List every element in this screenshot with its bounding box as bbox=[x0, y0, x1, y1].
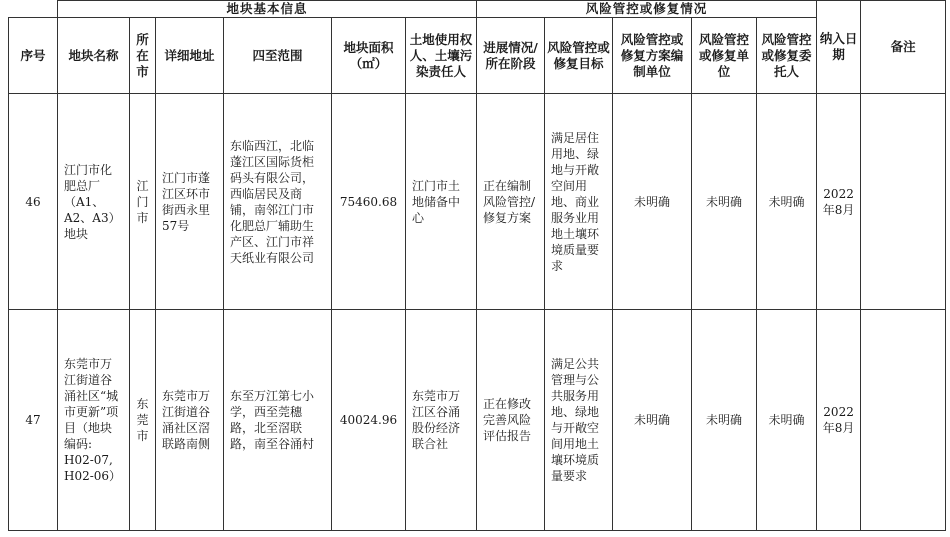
col-header-client: 风险管控或修复委托人 bbox=[757, 18, 817, 94]
cell-exec-unit: 未明确 bbox=[692, 94, 757, 310]
cell-plan-unit: 未明确 bbox=[613, 94, 692, 310]
cell-date: 2022年8月 bbox=[817, 310, 861, 531]
col-header-address: 详细地址 bbox=[156, 18, 224, 94]
cell-client: 未明确 bbox=[757, 310, 817, 531]
cell-exec-unit: 未明确 bbox=[692, 310, 757, 531]
col-header-area: 地块面积（㎡） bbox=[332, 18, 406, 94]
table-row bbox=[9, 94, 946, 310]
cell-remark bbox=[861, 94, 946, 310]
col-header-plan-unit: 风险管控或修复方案编制单位 bbox=[613, 18, 692, 94]
cell-area: 75460.68 bbox=[332, 94, 406, 310]
cell-area: 40024.96 bbox=[332, 310, 406, 531]
cell-target: 满足公共管理与公共服务用地、绿地与开敞空间用地土壤环境质量要求 bbox=[545, 310, 613, 531]
cell-seq: 47 bbox=[9, 310, 58, 531]
cell-remark bbox=[861, 310, 946, 531]
col-header-name: 地块名称 bbox=[58, 18, 130, 94]
col-header-seq: 序号 bbox=[9, 18, 58, 94]
cell-seq: 46 bbox=[9, 94, 58, 310]
col-header-date: 纳入日期 bbox=[817, 1, 861, 94]
cell-plan-unit: 未明确 bbox=[613, 310, 692, 531]
cell-target: 满足居住用地、绿地与开敞空间用地、商业服务业用地土壤环境质量要求 bbox=[545, 94, 613, 310]
cell-owner: 江门市土地储备中心 bbox=[406, 94, 477, 310]
cell-boundary: 东临西江，北临蓬江区国际货柜码头有限公司，西临居民及商铺，南邻江门市化肥总厂辅助生产区、江门市祥天纸业有限公司 bbox=[224, 94, 332, 310]
col-header-boundary: 四至范围 bbox=[224, 18, 332, 94]
land-parcel-table bbox=[8, 0, 946, 531]
col-header-owner: 土地使用权人、土壤污染责任人 bbox=[406, 18, 477, 94]
cell-address: 东莞市万江街道谷涌社区滘联路南侧 bbox=[156, 310, 224, 531]
col-header-progress: 进展情况/所在阶段 bbox=[477, 18, 545, 94]
cell-date: 2022年8月 bbox=[817, 94, 861, 310]
col-header-target: 风险管控或修复目标 bbox=[545, 18, 613, 94]
group-header-basic-info: 地块基本信息 bbox=[58, 1, 477, 18]
header-blank bbox=[9, 1, 58, 18]
cell-client: 未明确 bbox=[757, 94, 817, 310]
cell-progress: 正在修改完善风险评估报告 bbox=[477, 310, 545, 531]
cell-address: 江门市蓬江区环市街西永里57号 bbox=[156, 94, 224, 310]
table-row bbox=[9, 310, 946, 531]
cell-city: 东莞市 bbox=[130, 310, 156, 531]
cell-boundary: 东至万江第七小学，西至莞穗路，北至滘联路，南至谷涌村 bbox=[224, 310, 332, 531]
col-header-remark: 备注 bbox=[861, 1, 946, 94]
col-header-exec-unit: 风险管控或修复单位 bbox=[692, 18, 757, 94]
cell-city: 江门市 bbox=[130, 94, 156, 310]
cell-progress: 正在编制风险管控/修复方案 bbox=[477, 94, 545, 310]
col-header-city: 所在市 bbox=[130, 18, 156, 94]
cell-owner: 东莞市万江区谷涌股份经济联合社 bbox=[406, 310, 477, 531]
cell-name: 江门市化肥总厂（A1、A2、A3）地块 bbox=[58, 94, 130, 310]
group-header-risk-info: 风险管控或修复情况 bbox=[477, 1, 817, 18]
cell-name: 东莞市万江街道谷涌社区“城市更新”项目（地块编码: H02-07, H02-06） bbox=[58, 310, 130, 531]
